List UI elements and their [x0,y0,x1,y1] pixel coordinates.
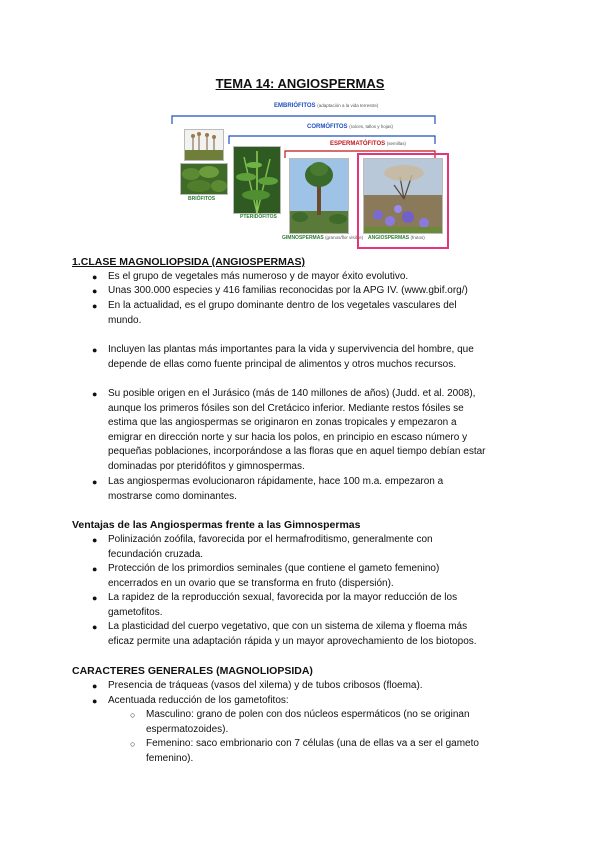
caption-briofitos: BRIÓFITOS [188,196,216,202]
section3-subitem-cont: espermatozoides). [146,724,229,735]
section3-item: Acentuada reducción de los gametofitos: [108,695,289,706]
pteridofitos-photo [233,146,281,214]
bullet: ● [92,345,98,355]
section1-heading: 1.CLASE MAGNOLIOPSIDA (ANGIOSPERMAS) [72,256,305,268]
section2-item-cont: eficaz permite una adaptación rápida y un mayor aprovechamiento de los biotopos. [108,636,477,647]
section1-item: Las angiospermas evolucionaron rápidamente, hace 100 m.a. empezaron a [108,476,444,487]
section1-item-cont: depende de ellas como fuente principal de alimentos y otros muchos recursos. [108,359,456,370]
section1-item-cont: estima que las angiospermas se originaron en zonas tropicales y empezaron a [108,417,457,428]
section2-item-cont: encerrados en un ovario que se transforma en fruto (dispersión). [108,578,394,589]
briofitos-photo-bottom [180,163,228,195]
section2-item: La plasticidad del cuerpo vegetativo, que con un sistema de xilema y floema más [108,621,468,632]
section1-item-cont: dominadas por pteridófitos y gimnospermas. [108,461,305,472]
section2-item: Polinización zoófila, favorecida por el hermafroditismo, generalmente con [108,534,433,545]
gimnospermas-photo [289,158,349,234]
label-embriofitos: EMBRIÓFITOS (adaptación a la vida terrestre) [274,103,379,109]
section1-item: Incluyen las plantas más importantes para la vida y supervivencia del hombre, que [108,344,474,355]
section2-item: La rapidez de la reproducción sexual, favorecida por la mayor reducción de los [108,592,458,603]
caption-gimnospermas: GIMNOSPERMAS (granos/flor visible) [282,235,364,241]
section1-item-cont: aunque los primeros fósiles son del Cretácico inferior. Mediante restos fósiles se [108,403,464,414]
label-cormofitos: CORMÓFITOS (raíces, tallos y hojas) [307,124,393,130]
angiospermas-photo [363,158,443,234]
bullet: ● [92,272,98,282]
briofitos-photo-top [184,129,224,161]
page-title: TEMA 14: ANGIOSPERMAS [215,76,385,91]
section2-item: Protección de los primordios seminales (que contiene el gameto femenino) [108,563,440,574]
sub-bullet: ○ [130,739,136,749]
bullet: ● [92,622,98,632]
section3-heading: CARACTERES GENERALES (MAGNOLIOPSIDA) [72,665,313,677]
label-espermatofitos: ESPERMATÓFITOS (semillas) [330,141,407,147]
bullet: ● [92,696,98,706]
sub-bullet: ○ [130,710,136,720]
bullet: ● [92,389,98,399]
section1-item-cont: pequeñas poblaciones, incorporándose a las floras que en aquel tiempo debían estar [108,446,486,457]
section2-item-cont: fecundación cruzada. [108,549,204,560]
bullet: ● [92,535,98,545]
section3-item: Presencia de tráqueas (vasos del xilema) y de tubos cribosos (floema). [108,680,423,691]
section3-subitem: Femenino: saco embrionario con 7 células (una de ellas va a ser el gameto [146,738,479,749]
bullet: ● [92,681,98,691]
bullet: ● [92,477,98,487]
section1-item-cont: mostrarse como dominantes. [108,491,237,502]
section3-subitem: Masculino: grano de polen con dos núcleos espermáticos (no se originan [146,709,470,720]
section1-item: Unas 300.000 especies y 416 familias reconocidas por la APG IV. (www.gbif.org/) [108,285,468,296]
section1-item-cont: emigrar en dirección norte y sur hacia los polos, en principio en escaso número y [108,432,468,443]
section2-item-cont: gametofitos. [108,607,163,618]
bullet: ● [92,593,98,603]
caption-pteridofitos: PTERIDÓFITOS [240,214,277,220]
bullet: ● [92,564,98,574]
section1-item: En la actualidad, es el grupo dominante dentro de los vegetales vasculares del [108,300,457,311]
bullet: ● [92,301,98,311]
section1-item-cont: mundo. [108,315,142,326]
classification-figure [0,0,600,260]
section3-subitem-cont: femenino). [146,753,194,764]
section2-heading: Ventajas de las Angiospermas frente a las Gimnospermas [72,519,361,531]
section1-item: Su posible origen en el Jurásico (más de 140 millones de años) (Judd. et al. 2008), [108,388,476,399]
section1-item: Es el grupo de vegetales más numeroso y de mayor éxito evolutivo. [108,271,409,282]
bullet: ● [92,286,98,296]
caption-angiospermas: ANGIOSPERMAS (frutos) [368,235,425,241]
